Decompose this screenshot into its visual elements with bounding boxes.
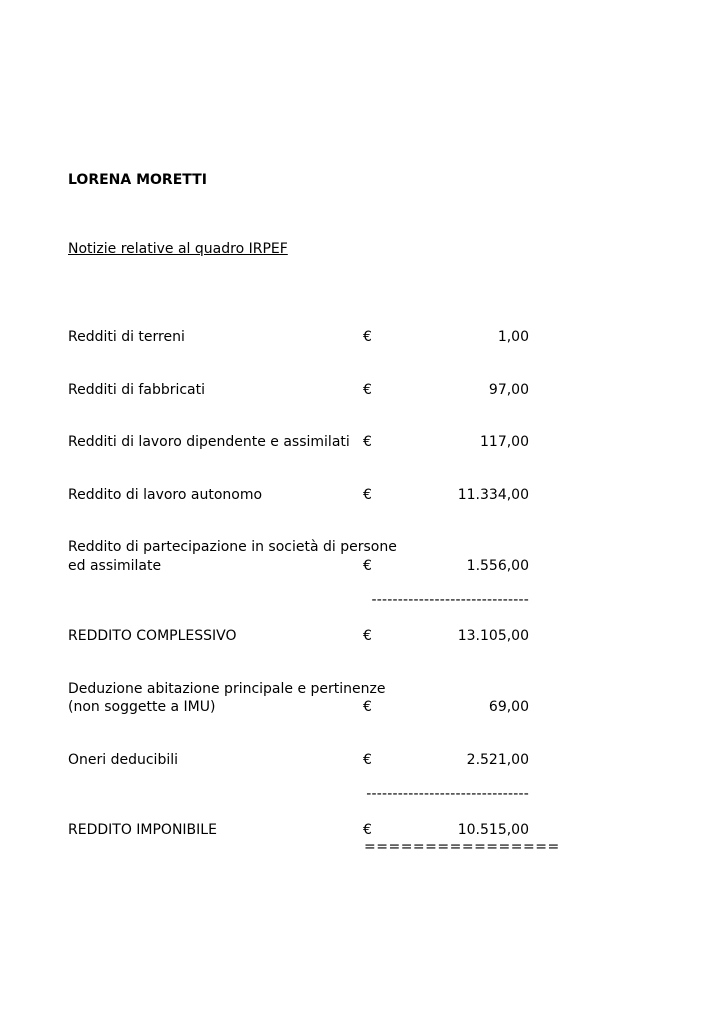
- amount-partecipazione: 1.556,00: [466, 558, 529, 574]
- euro-symbol: €: [363, 822, 372, 838]
- row-label-partecipazione-line2: ed assimilate: [68, 558, 162, 574]
- amount-imponibile: 10.515,00: [457, 822, 529, 838]
- amount-fabbricati: 97,00: [488, 382, 529, 398]
- section-subtitle: Notizie relative al quadro IRPEF: [68, 241, 288, 257]
- amount-autonomo: 11.334,00: [457, 487, 529, 503]
- amount-terreni: 1,00: [497, 329, 529, 345]
- row-label-fabbricati: Redditi di fabbricati: [68, 382, 206, 398]
- euro-symbol: €: [363, 558, 372, 574]
- amount-oneri: 2.521,00: [466, 752, 529, 768]
- euro-symbol: €: [363, 699, 372, 715]
- row-label-terreni: Redditi di terreni: [68, 329, 185, 345]
- separator-equals: ================: [364, 839, 560, 855]
- row-label-imponibile: REDDITO IMPONIBILE: [68, 822, 217, 838]
- amount-complessivo: 13.105,00: [457, 628, 529, 644]
- row-label-dipendente: Redditi di lavoro dipendente e assimilati: [68, 434, 350, 450]
- amount-dipendente: 117,00: [480, 434, 529, 450]
- separator-dashes: -------------------------------: [366, 786, 529, 802]
- euro-symbol: €: [363, 752, 372, 768]
- row-label-abitazione-line1: Deduzione abitazione principale e pertinenze: [68, 681, 386, 697]
- row-label-autonomo: Reddito di lavoro autonomo: [68, 487, 263, 503]
- taxpayer-name: LORENA MORETTI: [68, 172, 207, 188]
- euro-symbol: €: [363, 487, 372, 503]
- row-label-complessivo: REDDITO COMPLESSIVO: [68, 628, 237, 644]
- euro-symbol: €: [363, 329, 372, 345]
- euro-symbol: €: [363, 382, 372, 398]
- row-label-abitazione-line2: (non soggette a IMU): [68, 699, 216, 715]
- amount-abitazione: 69,00: [488, 699, 529, 715]
- separator-dashes: ------------------------------: [371, 592, 529, 608]
- euro-symbol: €: [363, 434, 372, 450]
- euro-symbol: €: [363, 628, 372, 644]
- row-label-oneri: Oneri deducibili: [68, 752, 179, 768]
- row-label-partecipazione-line1: Reddito di partecipazione in società di persone: [68, 539, 397, 555]
